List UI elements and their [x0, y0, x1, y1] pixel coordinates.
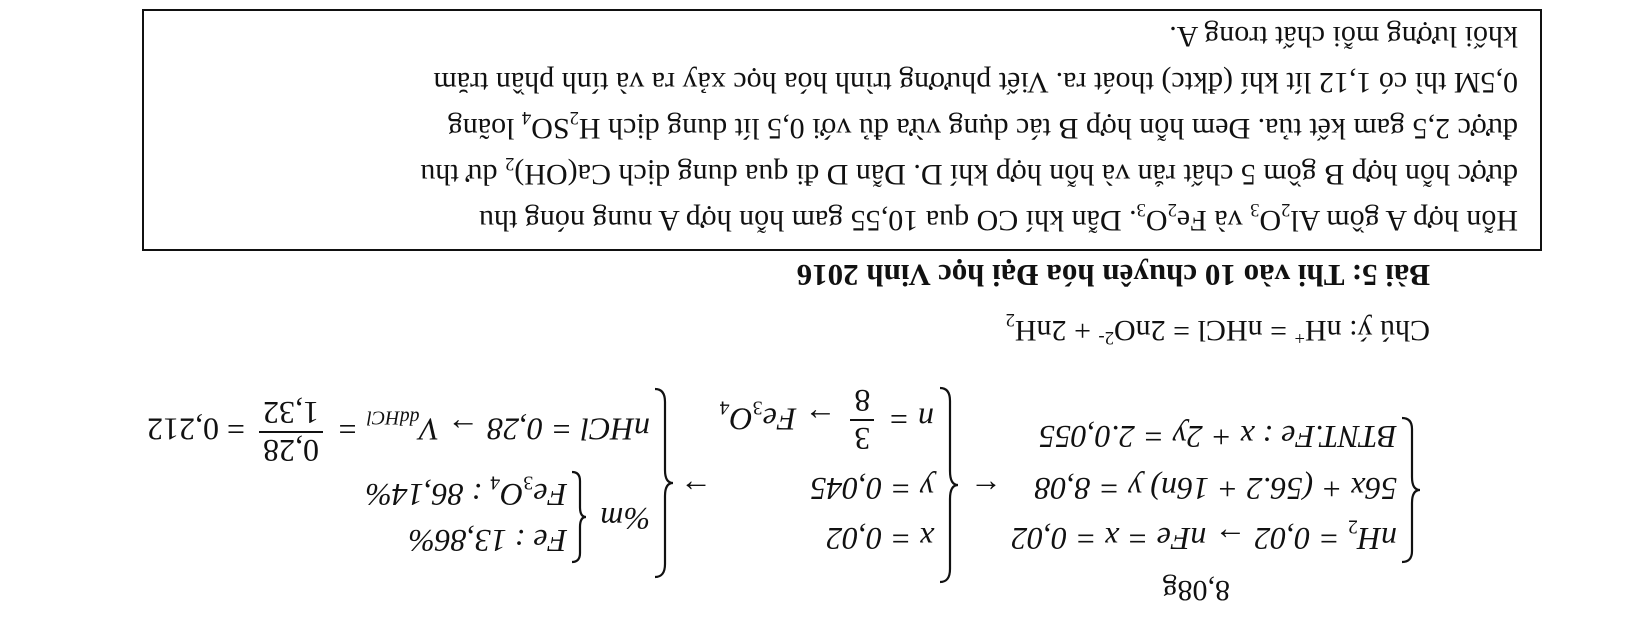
percent-fe: Fe : 13,86%	[407, 523, 567, 559]
note-line: Chú ý: nH+ = nHCl = $2nO^{2-} + 2nH_2$	[1005, 309, 1430, 348]
mass-label: 8,08g	[1162, 574, 1230, 607]
solution-x: x = 0,02	[826, 521, 934, 557]
brace-result	[653, 385, 675, 580]
equation-mass-balance: 56x + (56.2 + 16n) y = 8,08	[1034, 471, 1397, 507]
percent-fe3o4: $Fe_3O_4$ : 86,14%	[364, 471, 567, 513]
problem-box	[142, 9, 1542, 251]
arrow-to-solution: ←	[970, 473, 1002, 509]
percent-mass-label: %m	[600, 501, 650, 537]
brace-system-2	[938, 385, 960, 585]
brace-percent	[570, 469, 588, 565]
solution-n: n = 3 8 → $Fe_3O_4$	[719, 383, 934, 457]
equation-fe-conservation: BTNT.Fe : x + 2y = 2.0,055	[1038, 419, 1397, 455]
problem-line-3: được 2,5 gam kết tủa. Đem hỗn hợp B tác dụng vừa đủ với 0,5 lít dung dịch $H_2SO_4$ loãng	[447, 107, 1518, 145]
problem-line-1: Hỗn hợp A gồm $Al_2O_3$ và $Fe_2O_3$. Dẫn khí CO qua 10,55 gam hỗn hợp A nung nóng thu	[479, 199, 1518, 237]
equation-h2-fe: $nH_2 = 0,02$ → nFe = x = 0,02	[1011, 515, 1397, 557]
problem-line-2: được hỗn hợp B gồm 5 chất rắn và hỗn hợp khí D. Dẫn D đi qua dung dịch $Ca(OH)_2$ dư thu	[420, 153, 1518, 191]
solution-y: y = 0,045	[810, 471, 934, 507]
equation-hcl-volume: nHCl = $0,28 \to V_{ddHCl}$ = 0,28 1,32 = 0,212	[146, 395, 650, 469]
brace-system-1	[1400, 415, 1422, 565]
problem-title: Bài 5: Thi vào 10 chuyên hóa Đại học Vinh 2016	[796, 258, 1430, 293]
problem-line-4: 0,5M thì có 1,12 lít khí (đktc) thoát ra. Viết phương trình hóa học xảy ra và tính phần trăm	[433, 66, 1518, 99]
problem-line-5: khối lượng mỗi chất trong A.	[1169, 20, 1518, 53]
arrow-to-result: →	[680, 473, 712, 509]
